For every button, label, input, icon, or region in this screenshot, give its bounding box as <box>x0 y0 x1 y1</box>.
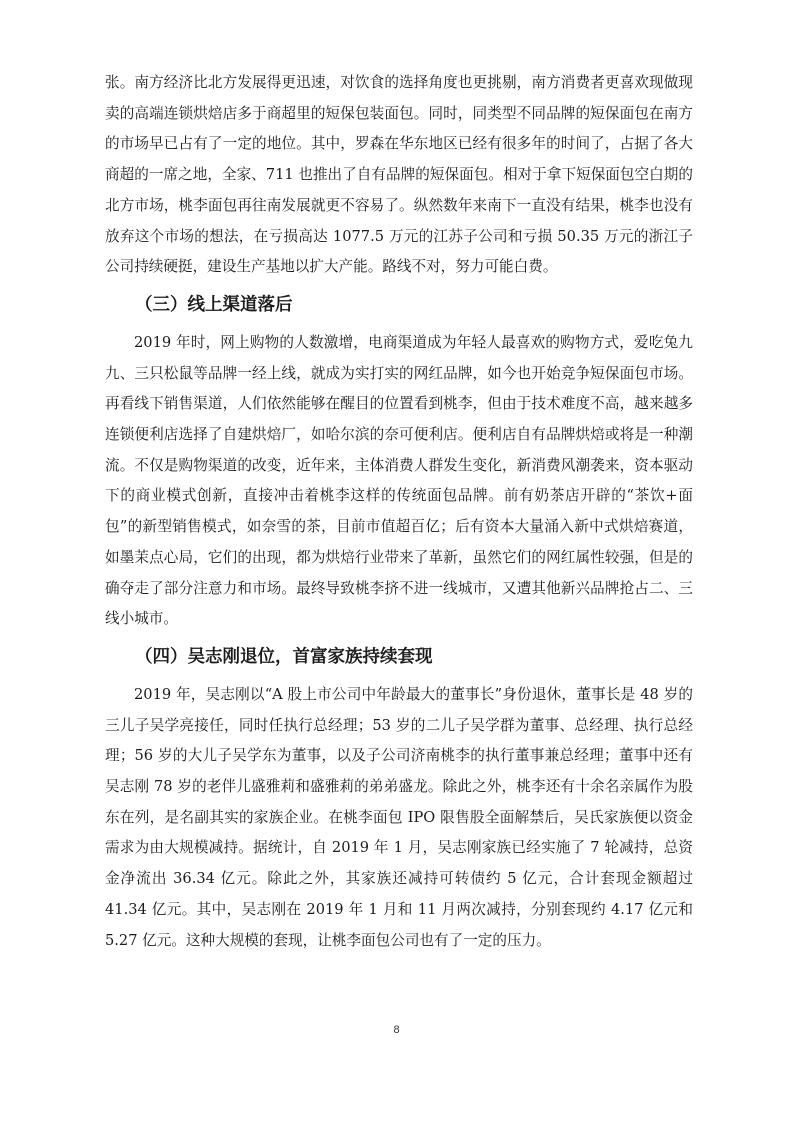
page-number: 8 <box>393 1024 400 1036</box>
document-body <box>105 68 693 956</box>
paragraph-online-channels: 2019 年时，网上购物的人数激增，电商渠道成为年轻人最喜欢的购物方式，爱吃兔九九、三只松鼠等品牌一经上线，就成为实打实的网红品牌，如今也开始竞争短保面包市场。再看线下销售渠道，人们依然能够在醒目的位置看到桃李，但由于技术难度不高，越来越多连锁便利店选择了自建烘焙厂，如哈尔滨的奈可便利店。便利店自有品牌烘焙或将是一种潮流。不仅是购物渠道的改变，近年来，主体消费人群发生变化，新消费风潮袭来，资本驱动下的商业模式创新，直接冲击着桃李这样的传统面包品牌。前有奶茶店开辟的“茶饮+面包”的新型销售模式，如奈雪的茶，目前市值超百亿；后有资本大量涌入新中式烘焙赛道，如墨茉点心局，它们的出现，都为烘焙行业带来了革新，虽然它们的网红属性较强，但是的确夺走了部分注意力和市场。最终导致桃李挤不进一线城市，又遭其他新兴品牌抢占二、三线小城市。 <box>105 333 693 628</box>
paragraph-family-cashout: 2019 年，吴志刚以“A 股上市公司中年龄最大的董事长”身份退休，董事长是 48 岁的三儿子吴学亮接任，同时任执行总经理；53 岁的二儿子吴学群为董事、总经理、执行总经理；56 岁的大儿子吴学东为董事，以及子公司济南桃李的执行董事兼总经理；董事中还有吴志刚 78 岁的老伴儿盛雅莉和盛雅莉的弟弟盛龙。除此之外，桃李还有十余名亲属作为股东在列，是名副其实的家族企业。在桃李面包 IPO 限售股全面解禁后，吴氏家族便以资金需求为由大规模减持。据统计，自 2019 年 1 月，吴志刚家族已经实施了 7 轮减持，总资金净流出 36.34 亿元。除此之外，其家族还减持可转债约 5 亿元，合计套现金额超过 41.34 亿元。其中，吴志刚在 2019 年 1 月和 11 月两次减持，分别套现约 4.17 亿元和 5.27 亿元。这种大规模的套现，让桃李面包公司也有了一定的压力。 <box>105 685 693 949</box>
section-heading-4: （四）吴志刚退位，首富家族持续套现 <box>135 646 433 667</box>
paragraph-continued: 张。南方经济比北方发展得更迅速，对饮食的选择角度也更挑剔，南方消费者更喜欢现做现卖的高端连锁烘焙店多于商超里的短保包装面包。同时，同类型不同品牌的短保面包在南方的市场早已占有了一定的地位。其中，罗森在华东地区已经有很多年的时间了，占据了各大商超的一席之地，全家、711 也推出了自有品牌的短保面包。相对于拿下短保面包空白期的北方市场，桃李面包再往南发展就更不容易了。纵然数年来南下一直没有结果，桃李也没有放弃这个市场的想法，在亏损高达 1077.5 万元的江苏子公司和亏损 50.35 万元的浙江子公司持续硬挺，建设生产基地以扩大产能。路线不对，努力可能白费。 <box>105 74 693 276</box>
section-heading-3: （三）线上渠道落后 <box>135 294 293 315</box>
